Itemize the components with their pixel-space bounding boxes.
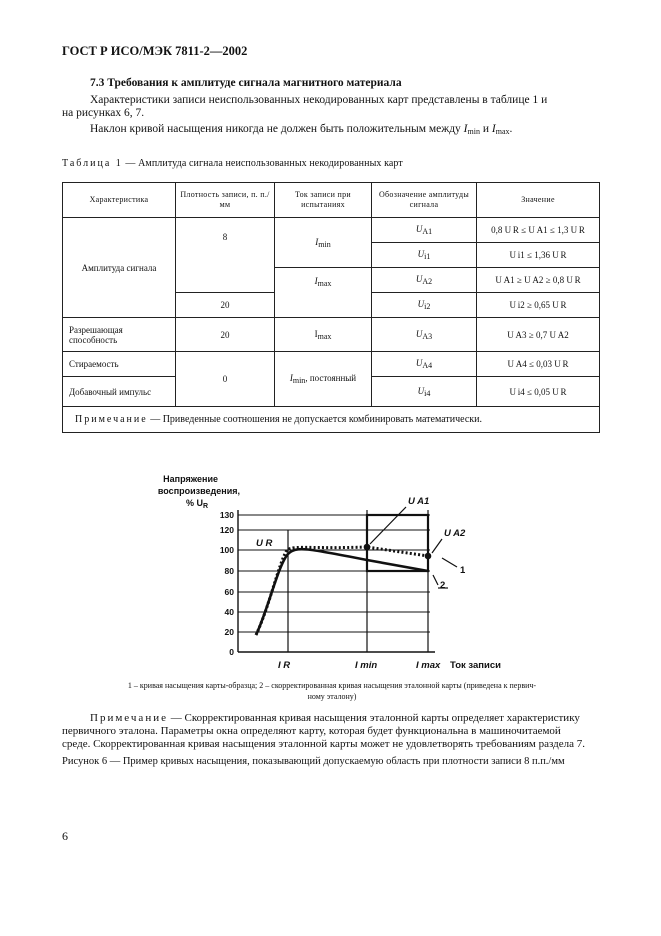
cell-erasure: Стираемость: [63, 352, 176, 377]
cell-symbol-ui4: Ui4: [372, 377, 477, 407]
y-tick-80: 80: [224, 566, 234, 576]
cell-current-imax: Imax: [275, 268, 372, 318]
point-ua1: [364, 544, 371, 551]
requirements-table: [62, 182, 600, 433]
col-header-current: Ток записи при испытаниях: [275, 183, 372, 218]
page-number: 6: [62, 829, 68, 843]
figure-caption: Рисунок 6 — Пример кривых насыщения, показывающий допускаемую область при плотности записи 8 п.п./мм: [62, 756, 565, 767]
leader-ua1: [370, 507, 406, 544]
cell-value-7: U i4 ≤ 0,05 U R: [477, 377, 600, 407]
col-header-value: Значение: [477, 183, 600, 218]
y-tick-40: 40: [224, 607, 234, 617]
label-ua2: U A2: [444, 528, 466, 539]
label-curve-2: 2: [440, 580, 446, 591]
y-tick-20: 20: [224, 627, 234, 637]
point-ua2: [425, 553, 432, 560]
y-tick-100: 100: [219, 545, 234, 555]
paragraph-1-line-1: Характеристики записи неиспользованных некодированных карт представлены в таблице 1 и: [90, 94, 548, 106]
col-header-density: Плотность записи, п. п./мм: [176, 183, 275, 218]
cell-density-0: 0: [176, 352, 275, 407]
document-header: ГОСТ Р ИСО/МЭК 7811-2—2002: [62, 44, 248, 58]
y-tick-60: 60: [224, 587, 234, 597]
cell-density-20a: 20: [176, 293, 275, 318]
y-tick-120: 120: [219, 525, 234, 535]
label-curve-1: 1: [460, 565, 466, 576]
section-title: 7.3 Требования к амплитуде сигнала магнитного материала: [90, 77, 402, 89]
cell-value-2: U i1 ≤ 1,36 U R: [477, 243, 600, 268]
cell-symbol-ua2: UA2: [372, 268, 477, 293]
cell-symbol-ua1: UA1: [372, 218, 477, 243]
curve-1-sample: [256, 547, 428, 635]
cell-value-6: U A4 ≤ 0,03 U R: [477, 352, 600, 377]
cell-symbol-ui2: Ui2: [372, 293, 477, 318]
cell-symbol-ui1: Ui1: [372, 243, 477, 268]
x-label-current: Ток записи: [450, 660, 501, 671]
cell-resolution: Разрешающая способность: [63, 318, 176, 352]
cell-symbol-ua3: UA3: [372, 318, 477, 352]
leader-curve-1: [442, 558, 457, 567]
ylabel-line-1: Напряжение: [163, 474, 218, 484]
cell-extra-pulse: Добавочный импульс: [63, 377, 176, 407]
cell-density-20b: 20: [176, 318, 275, 352]
saturation-curve-figure: [150, 470, 510, 675]
cell-density-8: 8: [176, 218, 275, 293]
paragraph-2: Наклон кривой насыщения никогда не должен быть положительным между $I_{min}$ и $I_{max}$.: [90, 123, 513, 136]
cell-current-imin: Imin: [275, 218, 372, 268]
cell-value-4: U i2 ≥ 0,65 U R: [477, 293, 600, 318]
x-label-imax: I max: [416, 660, 441, 671]
figure-note-line-3: среде. Скорректированная кривая насыщения эталонной карты может не удовлетворять требованиям раздела 7.: [62, 738, 586, 750]
cell-amplitude: Амплитуда сигнала: [63, 218, 176, 318]
cell-value-3: U A1 ≥ U A2 ≥ 0,8 U R: [477, 268, 600, 293]
table-caption: Таблица 1 — Амплитуда сигнала неиспользованных некодированных карт: [62, 158, 403, 169]
x-label-ir: I R: [278, 660, 291, 671]
cell-current-imax-2: Imax: [275, 318, 372, 352]
ylabel-line-3: % $U_R$: [186, 498, 209, 510]
cell-value-5: U A3 ≥ 0,7 U A2: [477, 318, 600, 352]
ylabel-line-2: воспроизведения,: [157, 486, 240, 496]
cell-symbol-ua4: UA4: [372, 352, 477, 377]
y-tick-0: 0: [229, 647, 234, 657]
col-header-characteristic: Характеристика: [63, 183, 176, 218]
label-ua1: U A1: [408, 496, 430, 507]
y-tick-130: 130: [219, 510, 234, 520]
cell-value-1: 0,8 U R ≤ U A1 ≤ 1,3 U R: [477, 218, 600, 243]
x-label-imin: I min: [355, 660, 378, 671]
table-note: Примечание — Приведенные соотношения не допускается комбинировать математически.: [63, 407, 600, 433]
col-header-symbol: Обозначение амплитуды сигнала: [372, 183, 477, 218]
leader-ua2: [432, 539, 442, 553]
cell-current-const: Imin, постоянный: [275, 352, 372, 407]
figure-note-line-2: первичного эталона. Параметры окна определяют карту, которая будет функциональна в машиночитаемой: [62, 725, 561, 737]
figure-legend: 1 – кривая насыщения карты-образца; 2 – скорректированная кривая насыщения эталонной карты (приведена к первич- ному эталону): [127, 681, 537, 701]
paragraph-1-line-2: на рисунках 6, 7.: [62, 107, 145, 119]
leader-curve-2: [433, 575, 438, 585]
label-ur: U R: [256, 538, 273, 549]
figure-note-line-1: Примечание — Скорректированная кривая насыщения эталонной карты определяет характеристику: [90, 712, 580, 724]
